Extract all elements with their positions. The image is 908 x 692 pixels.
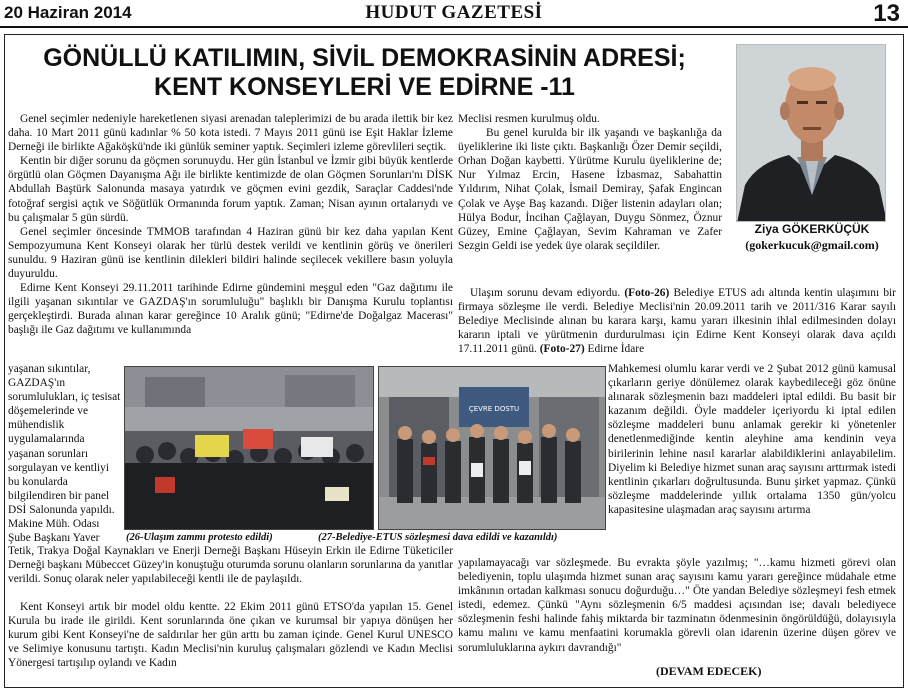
headline-line-2: KENT KONSEYLERİ VE EDİRNE -11 <box>154 73 575 101</box>
author-email: (gokerkucuk@gmail.com) <box>745 238 879 252</box>
paragraph: yapılamayacağı var sözleşmede. Bu evrakta şöyle yazılmış; "…kamu hizmeti görevi olan belediyenin, toplu ulaşımda hizmet sunan araç sayısını kamu yararı gereğince müdahale etme imkânının ortadan kalkması sonucu doğurduğu…" Öte yandan Belediye sözleşmeyi fesh etmek istedi, edemez. Çünkü "Aynı sözleşmenin 6/5 maddesi açısından ise; davalı belediyece sözleşmenin feshi halinde fahiş miktarda bir tazminatın ödenmesinin öngörüldüğü, dolayısıyla kamu malını ve kamu menfaatini korumakla görevli olan idarenin üzerine düşen görev ve sorumluluklarına aykırı davrandığı" <box>458 557 896 654</box>
paragraph <box>458 286 896 356</box>
paragraph: Tetik, Trakya Doğal Kaynakları ve Enerji Derneği Başkanı Hüseyin Erkin ile Edirne Tüketiciler Derneği başkanı Mübeccet Güzey'in konuştuğu oturumda sorunu olanların sorunlarına da yanıtlar verildi. Sonuç olarak neler yapılabileceği kentli ile de paylaşıldı. <box>8 545 453 586</box>
photo-ref-27: (Foto-27) <box>539 343 585 356</box>
column-2-top <box>458 112 722 253</box>
text-run: Belediye ETUS adı altında kentin ulaşımını bir firmaya sözleşme ile verdi. Belediye Meclisi'nin 20.09.2011 tarih ve 2011/316 Karar sayılı Belediye Meclisinde alınan bu karara karşı, kamu yararı ilkesinin ihlal edilmesinden dolayı kararın iptali ve yürütmenin durdurulması için Edirne Kent Konseyi olarak dava açıldı 17.11.2011 günü. <box>458 287 896 356</box>
paragraph: yaşanan sıkıntılar, GAZDAŞ'ın sorumlulukları, iç tesisat döşemelerinde ve mühendislik uygulamalarında yaşanan sorunları sorgulayan ve kentliyi bu konularda bilgilendiren bir panel DSİ Salonunda yapıldı. Makine Müh. Odası Şube Başkanı Yaver <box>8 363 121 545</box>
paragraph: Genel seçimler öncesinde TMMOB tarafından 4 Haziran günü bir kez daha yapılan Kent Sempozyumuna Kent Konseyi olarak her türlü destek verildi ve kentlinin görüş ve önerileri sunuldu. 9 Haziran günü ise kentlinin dilekleri bildiri halinde seçilecek vekillere basın yoluyla duyuruldu. <box>8 225 453 281</box>
column-1-bottom <box>8 544 453 586</box>
photo-protest <box>124 366 374 530</box>
article-headline <box>12 44 717 102</box>
page-number: 13 <box>873 0 900 27</box>
protest-crowd-photo-icon <box>125 367 374 530</box>
author-photo <box>736 44 886 222</box>
column-1-wrap <box>8 362 122 545</box>
text-run: Ulaşım sorunu devam ediyordu. <box>470 287 625 299</box>
author-name: Ziya GÖKERKÜÇÜK <box>754 222 870 236</box>
courthouse-group-photo-icon <box>379 367 606 530</box>
issue-date: 20 Haziran 2014 <box>4 3 132 22</box>
paragraph: Bu genel kurulda bir ilk yaşandı ve başkanlığa da üyeliklerine iki liste çıktı. Başkanlığı Özer Demir seçildi, Orhan Doğan kaybetti. Yürütme Kurulu üyeliklerine de; Nur Yılmaz Ercin, Hasene İzbasmaz, Sabahattin Yıldırım, Nihat Çolak, İsmail Demiray, Şafak Engincan Çolak ve Ayşe Baş kazandı. Diğer listenin adayları olan; Hülya Bodur, İncihan Çağlayan, Duygu Sönmez, Öznur Güzey, Emine Çağlayan, Sevim Kahraman ve Zafer Sezgin Geldi ise yedek üye olarak seçildiler. <box>458 127 722 252</box>
text-run: Edirne İdare <box>584 343 645 356</box>
paragraph: Genel seçimler nedeniyle hareketlenen siyasi arenadan taleplerimizi de bu arada ilettik bir kez daha. 10 Mart 2011 günü kadınlar % 50 kota istedi. 7 Mayıs 2011 günü ise Eşit Haklar İzleme Derneği ile birlikte Ağaköşkü'nde iki günlük seminer yaptık. Seçimleri izleme görevlileri seçtik. <box>8 113 453 154</box>
photo-caption-26: (26-Ulaşım zammı protesto edildi) <box>126 532 273 543</box>
photo-ref-26: (Foto-26) <box>624 287 670 299</box>
author-portrait-icon <box>737 45 886 222</box>
newspaper-name: HUDUT GAZETESİ <box>365 2 543 23</box>
building-sign-text: ÇEVRE DOSTU <box>468 405 520 413</box>
headline-line-1: GÖNÜLLÜ KATILIMIN, SİVİL DEMOKRASİNİN ADRESİ; <box>43 44 686 72</box>
column-3-bottom <box>458 556 896 655</box>
paragraph: Kent Konseyi artık bir model oldu kentte. 22 Ekim 2011 günü ETSO'da yapılan 15. Genel Kurula bu irade ile girildi. Kent sorunlarında öne çıkan ve kurumsal bir yapıya dönüşen her kurum gibi Kent Konseyi'ne de saldırılar her gün arttı bu zaman içinde. Genel Kurul UNESCO ve Selimiye konusunu tartıştı. Kadın Meclisi'nin kuruluş çalışmaları gözlendi ve Kadın Meclisi Yönergesi tartışılıp oylandı ve Kadın <box>8 601 453 670</box>
photo-etus-lawsuit <box>378 366 606 530</box>
paragraph: Edirne Kent Konseyi 29.11.2011 tarihinde Edirne gündemini meşgul eden "Gaz dağıtımı ile ilgili yaşanan sıkıntılar ve GAZDAŞ'ın sorumluluğu" başlıklı bir Danışma Kurulu toplantısı gerçekleştirdi. Burada alınan karar gereğince 10 Aralık günü; "Edirne'de Doğalgaz Macerası" başlığı ile Gaz dağıtımı ve kullanımında <box>8 282 453 337</box>
column-1-top <box>8 112 453 338</box>
continued-label: (DEVAM EDECEK) <box>656 664 762 678</box>
column-1-last <box>8 600 453 670</box>
paragraph: Kentin bir diğer sorunu da göçmen sorunuydu. Her gün İstanbul ve İzmir gibi büyük kentlerde örgütlü olan Göçmen Dayanışma Ağı ile birlikte kentimizde de olan Göçmen Sorunları'nı DİSK Abdullah Baştürk Salonunda masaya yatırdık ve göçmen evini gezdik, Saraçlar Caddesi'nde fotoğraf sergisi açtık ve Söğütlük Ormanında forum yaptık. Zaman; Nisan ayının ortalarıydı ve bu çalışmalar 5 gün sürdü. <box>8 155 453 224</box>
column-3-full <box>458 286 896 356</box>
photo-caption-27: (27-Belediye-ETUS sözleşmesi dava edildi ve kazanıldı) <box>318 532 558 543</box>
paragraph: Mahkemesi olumlu karar verdi ve 2 Şubat 2012 günü kamusal çıkarların geriye dönülemez olarak kaybedileceği göz önüne alınarak sözleşmenin bazı maddeleri iptal edildi. Bu basit bir kazanım değildi. Öyle maddeler içeriyordu ki iptal edilen sözleşme maddeleri bunu anlamak gerekir ki yönetenler denetlenmediğinde kentin aleyhine ama kendinin veya birilerinin lehine nasıl kararlar alabildiklerini anlayabilelim. Diyelim ki Belediye hizmet sunan araç sayısını arttırmak istedi kentlinin çıkarları doğrultusunda. Bunu şirket yapmaz. Çünkü sözleşme maddelerinde yıllık ortalama 1350 gün/yolcu kapasitesine ulaşmadan araç sayısını artırma <box>608 363 896 516</box>
paragraph: Meclisi resmen kurulmuş oldu. <box>458 113 600 125</box>
masthead <box>0 0 908 28</box>
column-3-wrap <box>608 362 896 517</box>
